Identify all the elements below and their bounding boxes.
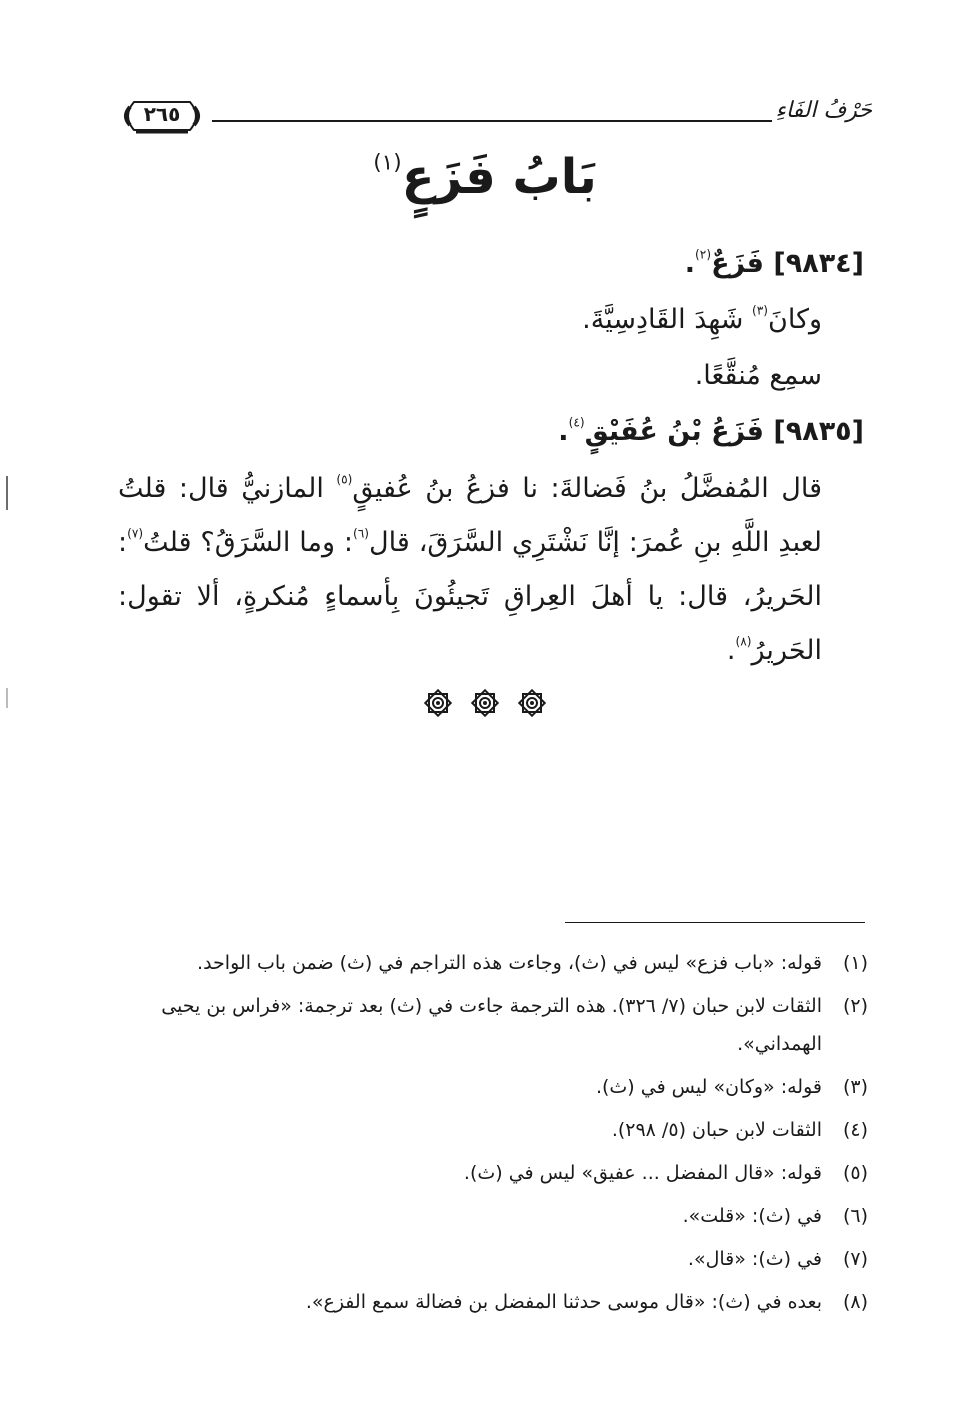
- footnote-item: [118, 1111, 868, 1149]
- narration-text: المازنيُّ قال: قلتُ لعبدِ اللَّهِ بنِ عُمرَ: إنَّا نَشْتَرِي السَّرَقَ، قال: [118, 473, 822, 558]
- footnote-text: في (ث): «قال».: [687, 1248, 822, 1270]
- footnote-item: [118, 1283, 868, 1321]
- narration-paragraph: [118, 462, 864, 678]
- entry-number: [٩٨٣٤]: [773, 248, 864, 279]
- footnote-number: (٧): [842, 1248, 868, 1270]
- footnote-text: بعده في (ث): «قال موسى حدثنا المفضل بن فضالة سمع الفزع».: [305, 1291, 822, 1313]
- page-number: ٢٦٥: [143, 102, 181, 126]
- footnote-item: [118, 1154, 868, 1192]
- entry-heading: [118, 236, 864, 292]
- footnote-item: [118, 1197, 868, 1235]
- entry-line-text: وكانَ: [768, 304, 822, 335]
- entry-heading: [118, 404, 864, 460]
- section-title-text: بَابُ فَزَعٍ: [401, 149, 597, 205]
- footnote-ref: (٧): [127, 526, 144, 541]
- chapter-name: حَرْفُ الفَاءِ: [775, 98, 872, 123]
- main-text: [118, 236, 864, 678]
- rosette-icon: [423, 688, 453, 718]
- footnote-item: [118, 944, 868, 982]
- footnote-text: الثقات لابن حبان (٥/ ٢٩٨).: [611, 1119, 822, 1141]
- footnote-number: (٥): [842, 1162, 868, 1184]
- footnote-separator: [565, 922, 865, 923]
- footnote-item: [118, 1068, 868, 1106]
- scan-margin-mark: [6, 476, 8, 510]
- footnote-number: (٢): [842, 995, 868, 1017]
- entry-end: .: [684, 248, 696, 279]
- narration-text: : الحَريرُ، قال: يا أهلَ العِراقِ تَجيئُونَ بِأسماءٍ مُنكرةٍ، ألا تقول: الحَريرُ: [118, 527, 822, 666]
- entry-line: [118, 292, 864, 348]
- footnote-text: الثقات لابن حبان (٧/ ٣٢٦). هذه الترجمة جاءت في (ث) بعد ترجمة: «فراس بن يحيى الهمداني».: [161, 995, 822, 1055]
- footnote-number: (٣): [842, 1076, 868, 1098]
- footnote-item: [118, 987, 868, 1063]
- entry-name: فَزَعٌ: [711, 248, 764, 279]
- section-end-ornaments: [0, 688, 970, 722]
- entry-line: [118, 348, 864, 404]
- footnote-ref: (٢): [695, 247, 712, 262]
- footnote-number: (٦): [842, 1205, 868, 1227]
- footnote-item: [118, 1240, 868, 1278]
- header-rule: [212, 120, 772, 122]
- entry-line-text: شَهِدَ القَادِسِيَّةَ.: [582, 304, 753, 335]
- footnote-number: (٨): [842, 1291, 868, 1313]
- footnote-ref: (٤): [568, 415, 585, 430]
- narration-text: .: [726, 635, 736, 666]
- footnote-number: (٤): [842, 1119, 868, 1141]
- entry-number: [٩٨٣٥]: [773, 416, 864, 447]
- narration-text: : وما السَّرَقُ؟ قلتُ: [143, 527, 354, 558]
- section-title: [0, 146, 970, 208]
- narration-text: قال المُفضَّلُ بنُ فَضالةَ: نا فزعُ بنُ عُفيقٍ: [352, 473, 822, 504]
- rosette-icon: [470, 688, 500, 718]
- page-number-badge: [120, 96, 204, 136]
- footnote-text: في (ث): «قلت».: [682, 1205, 822, 1227]
- running-header: [120, 96, 872, 140]
- entry-line-text: سمِع مُنقَّعًا.: [694, 360, 822, 391]
- rosette-icon: [517, 688, 547, 718]
- footnote-ref: (٥): [336, 472, 353, 487]
- footnote-text: قوله: «قال المفضل ... عفيق» ليس في (ث).: [463, 1162, 822, 1184]
- footnote-text: قوله: «باب فزع» ليس في (ث)، وجاءت هذه التراجم في (ث) ضمن باب الواحد.: [197, 952, 822, 974]
- entry-end: .: [558, 416, 569, 447]
- footnote-ref: (٣): [752, 303, 769, 318]
- footnote-ref: (٦): [353, 526, 370, 541]
- footnote-text: قوله: «وكان» ليس في (ث).: [595, 1076, 822, 1098]
- footnote-ref: (١): [373, 150, 402, 176]
- footnote-ref: (٨): [735, 634, 752, 649]
- footnotes: [118, 944, 868, 1326]
- entry-name: فَزَعُ بْنُ عُفَيْقٍ: [584, 416, 764, 447]
- footnote-number: (١): [842, 952, 868, 974]
